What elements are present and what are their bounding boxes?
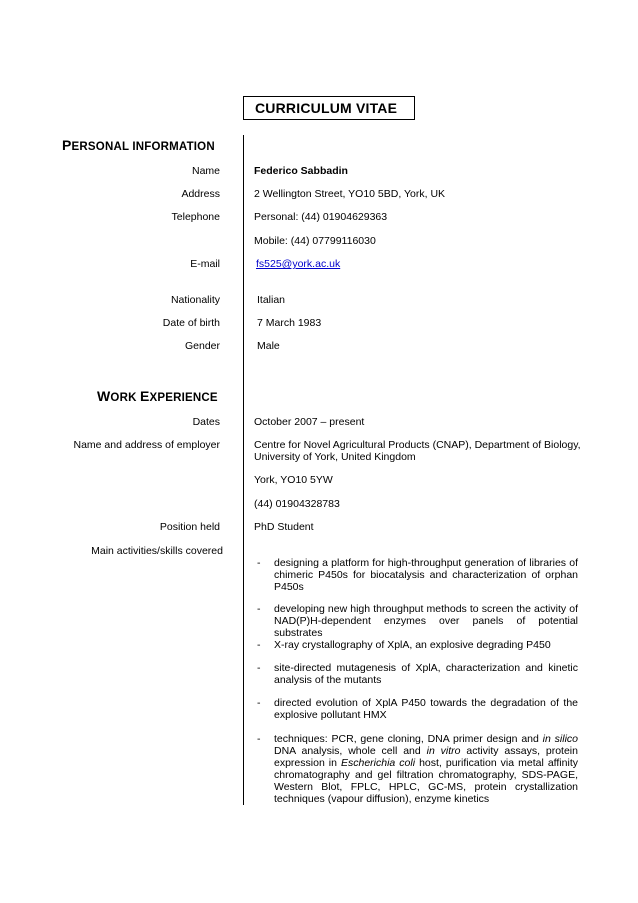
- value-telephone: Personal: (44) 01904629363: [254, 211, 388, 223]
- activity-item: site-directed mutagenesis of XplA, characterization and kinetic analysis of the mutants: [274, 662, 578, 686]
- activity-item: directed evolution of XplA P450 towards the degradation of the explosive pollutant HMX: [274, 697, 578, 721]
- page-title: CURRICULUM VITAE: [255, 100, 398, 116]
- italic-term: in silico: [542, 733, 578, 745]
- heading-part: ORK: [110, 392, 140, 404]
- label-address: Address: [181, 188, 220, 200]
- activity-item: designing a platform for high-throughput generation of libraries of chimeric P450s for biocatalysis and characterization of orphan P450s: [274, 557, 578, 593]
- bullet-marker: -: [257, 697, 261, 709]
- italic-term: Escherichia coli: [341, 757, 416, 769]
- label-telephone: Telephone: [171, 211, 220, 223]
- value-gender: Male: [257, 340, 280, 352]
- heading-initial: W: [97, 388, 111, 404]
- label-position: Position held: [159, 521, 220, 533]
- bullet-marker: -: [257, 639, 261, 651]
- bullet-marker: -: [257, 603, 261, 615]
- label-employer: Name and address of employer: [73, 439, 220, 451]
- section-heading-work: [97, 388, 218, 404]
- label-gender: Gender: [184, 340, 220, 352]
- column-divider: [243, 135, 244, 805]
- value-mobile: Mobile: (44) 07799116030: [254, 235, 376, 247]
- email-link[interactable]: fs525@york.ac.uk: [256, 258, 341, 270]
- value-employer-city: York, YO10 5YW: [254, 474, 333, 486]
- value-address: 2 Wellington Street, YO10 5BD, York, UK: [254, 188, 446, 200]
- value-name: Federico Sabbadin: [254, 165, 348, 177]
- value-dates: October 2007 – present: [254, 416, 365, 428]
- value-employer-line1: Centre for Novel Agricultural Products (CNAP), Department of Biology,: [254, 439, 581, 451]
- value-employer-line2: University of York, United Kingdom: [254, 451, 416, 463]
- value-employer-phone: (44) 01904328783: [254, 498, 340, 510]
- cv-title-box: [243, 96, 415, 120]
- text-run: DNA analysis, whole cell and: [274, 745, 427, 757]
- bullet-marker: -: [257, 662, 261, 674]
- heading-rest: XPERIENCE: [149, 392, 218, 404]
- label-date-of-birth: Date of birth: [162, 317, 220, 329]
- italic-term: in vitro: [426, 745, 461, 757]
- value-position: PhD Student: [254, 521, 314, 533]
- heading-initial: E: [139, 388, 150, 404]
- text-run: activity assays, protein expression in: [274, 745, 578, 769]
- label-dates: Dates: [192, 416, 220, 428]
- activity-item-techniques: [274, 733, 578, 805]
- section-heading-personal: [62, 137, 215, 153]
- label-email: E-mail: [190, 258, 220, 270]
- value-date-of-birth: 7 March 1983: [257, 317, 322, 329]
- label-activities: Main activities/skills covered: [91, 545, 223, 557]
- text-run: techniques: PCR, gene cloning, DNA primer design and: [274, 733, 543, 745]
- label-name: Name: [191, 165, 220, 177]
- bullet-marker: -: [257, 733, 261, 745]
- heading-rest: ERSONAL INFORMATION: [71, 141, 215, 153]
- value-nationality: Italian: [257, 294, 286, 306]
- activity-item: developing new high throughput methods to screen the activity of NAD(P)H-dependent enzymes over panels of potential substrates: [274, 603, 578, 639]
- bullet-marker: -: [257, 557, 261, 569]
- activity-item: X-ray crystallography of XplA, an explosive degrading P450: [274, 639, 551, 651]
- text-run: host, purification via metal affinity chromatography and gel filtration chromatography, SDS-PAGE, Western Blot, FPLC, HPLC, GC-MS, protein crystallization techniques (vapour diffusion), enzyme kinetics: [274, 757, 578, 805]
- heading-initial: P: [62, 137, 72, 153]
- label-nationality: Nationality: [170, 294, 220, 306]
